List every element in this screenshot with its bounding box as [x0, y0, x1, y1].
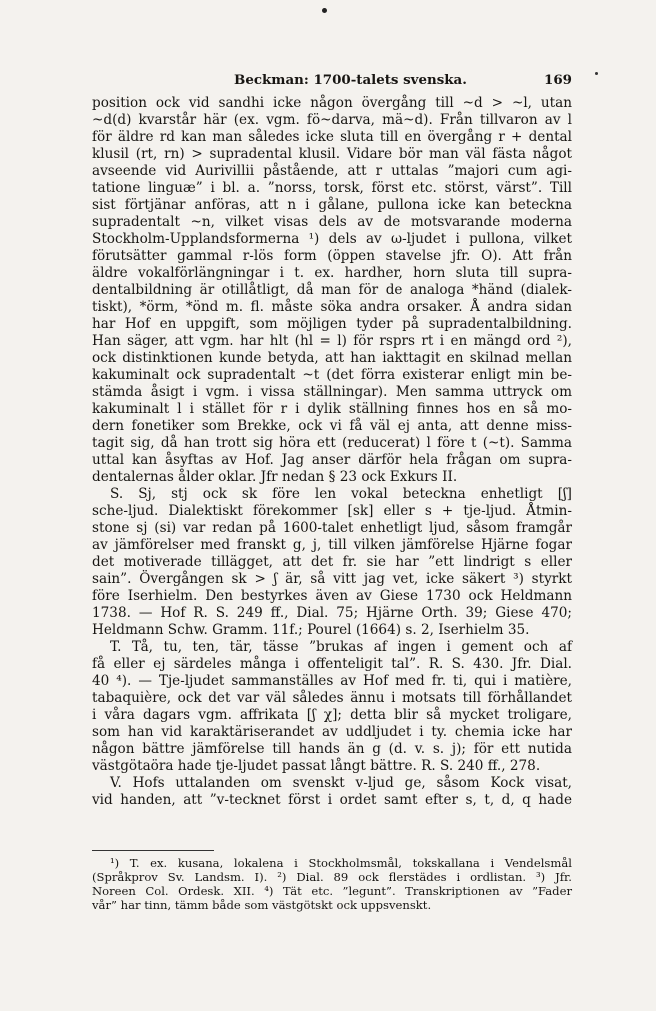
text-line: före Iserhielm. Den bestyrkes även av Giese 1730 ock Heldmann [92, 588, 572, 604]
text-line: avseende vid Aurivillii påstående, att r uttalas ”majori cum agi- [92, 163, 572, 179]
text-line: stone sj (si) var redan på 1600-talet enhetligt ljud, såsom framgår [92, 520, 572, 536]
text-line: S. Sj, stj ock sk före len vokal beteckna enhetligt [ʃ] [110, 486, 572, 502]
text-line: förutsätter gammal r-lös form (öppen stavelse jfr. O). Att från [92, 248, 572, 264]
text-line: Heldmann Schw. Gramm. 11f.; Pourel (1664) s. 2, Iserhielm 35. [92, 622, 530, 638]
text-line: klusil (rt, rn) > supradental klusil. Vidare bör man väl fästa något [92, 146, 572, 162]
text-line: kakuminalt l i stället för r i dylik ställning finnes hos en så mo- [92, 401, 572, 417]
text-line: dern fonetiker som Brekke, ock vi få väl ej anta, att denne miss- [92, 418, 572, 434]
footnote-line: vår” har tinn, tämm både som västgötskt ock uppsvenskt. [92, 898, 432, 912]
text-line: dentalernas ålder oklar. Jfr nedan § 23 ock Exkurs II. [92, 469, 458, 485]
text-line: stämda åsigt i vgm. i vissa ställningar). Men samma uttryck om [92, 384, 572, 400]
page-number: 169 [544, 72, 572, 88]
text-line: har Hof en uppgift, som möjligen tyder på supradentalbildning. [92, 316, 572, 332]
text-line: det motiverade tillägget, att det fr. sie har ”ett lindrigt s eller [92, 554, 572, 570]
text-line: i våra dagars vgm. affrikata [ʃ χ]; detta blir så mycket troligare, [92, 707, 572, 723]
text-line: tabaquière, ock det var väl således ännu i motsats till förhållandet [92, 690, 572, 706]
text-line: vid handen, att ”v-tecknet först i ordet samt efter s, t, d, q hade [92, 792, 572, 808]
text-line: supradentalt ~n, vilket visas dels av de motsvarande moderna [92, 214, 572, 230]
text-line: som han vid karaktäriserandet av uddljudet i ty. chemia icke har [92, 724, 572, 740]
footnote-line: ¹) T. ex. kusana, lokalena i Stockholmsmål, tokskallana i Vendelsmål [110, 856, 572, 870]
paragraph-s [92, 486, 572, 639]
paragraph-r [92, 95, 572, 486]
footnotes [92, 856, 572, 912]
text-line: ock distinktionen kunde betyda, att han iakttagit en skilnad mellan [92, 350, 572, 366]
text-line: sain”. Övergången sk > ʃ är, så vitt jag vet, icke säkert ³) styrkt [92, 571, 572, 587]
text-line: äldre vokalförlängningar i t. ex. hardher, horn sluta till supra- [92, 265, 572, 281]
text-line: position ock vid sandhi icke någon övergång till ~d > ~l, utan [92, 95, 572, 111]
text-line: V. Hofs uttalanden om svenskt v-ljud ge, såsom Kock visat, [110, 775, 572, 791]
text-line: av jämförelser med franskt g, j, till vilken jämförelse Hjärne fogar [92, 537, 572, 553]
speck-mark [322, 8, 327, 13]
paragraph-t [92, 639, 572, 775]
text-line: uttal kan åsyftas av Hof. Jag anser därför hela frågan om supra- [92, 452, 572, 468]
margin-mark [595, 72, 598, 75]
text-line: tatione linguæ” i bl. a. ”norss, torsk, först etc. störst, värst”. Till [92, 180, 572, 196]
text-line: T. Tå, tu, ten, tär, tässe ”brukas af ingen i gement och af [110, 639, 572, 655]
text-line: någon bättre jämförelse till hands än g (d. v. s. j); för ett nutida [92, 741, 572, 757]
text-line: västgötaöra hade tje-ljudet passat långt bättre. R. S. 240 ff., 278. [92, 758, 541, 774]
text-line: 1738. — Hof R. S. 249 ff., Dial. 75; Hjärne Orth. 39; Giese 470; [92, 605, 572, 621]
text-line: dentalbildning är otillåtligt, då man för de analoga *händ (dialek- [92, 282, 572, 298]
footnote-line: (Språkprov Sv. Landsm. I). ²) Dial. 89 ock flerstädes i ordlistan. ³) Jfr. [92, 870, 572, 884]
text-line: för äldre rd kan man således icke sluta till en övergång r + dental [92, 129, 572, 145]
text-line: kakuminalt ock supradentalt ~t (det förra existerar enligt min be- [92, 367, 572, 383]
running-header [92, 70, 572, 90]
text-line: Stockholm-Upplandsformerna ¹) dels av ω-ljudet i pullona, vilket [92, 231, 572, 247]
text-line: tiskt), *örm, *önd m. fl. måste söka andra orsaker. Å andra sidan [92, 299, 572, 315]
text-line: sist förtjänar anföras, att n i gålane, pullona icke kan beteckna [92, 197, 572, 213]
text-line: sche-ljud. Dialektiskt förekommer [sk] eller s + tje-ljud. Åtmin- [92, 503, 572, 519]
text-line: Han säger, att vgm. har hlt (hl = l) för rsprs rt i en mängd ord ²), [92, 333, 572, 349]
footnote-rule [92, 850, 214, 851]
text-line: 40 ⁴). — Tje-ljudet sammanställes av Hof med fr. ti, qui i matière, [92, 673, 572, 689]
text-line: ~d(d) kvarstår här (ex. vgm. fö~darva, mä~d). Från tillvaron av l [92, 112, 572, 128]
text-line: få eller ej särdeles många i offenteligit tal”. R. S. 430. Jfr. Dial. [92, 656, 572, 672]
body-text [92, 95, 572, 809]
header-title: Beckman: 1700-talets svenska. [234, 72, 467, 88]
footnote-line: Noreen Col. Ordesk. XII. ⁴) Tät etc. ”legunt”. Transkriptionen av ”Fader [92, 884, 572, 898]
paragraph-v [92, 775, 572, 809]
text-line: tagit sig, då han trott sig höra ett (reducerat) l före t (~t). Samma [92, 435, 572, 451]
